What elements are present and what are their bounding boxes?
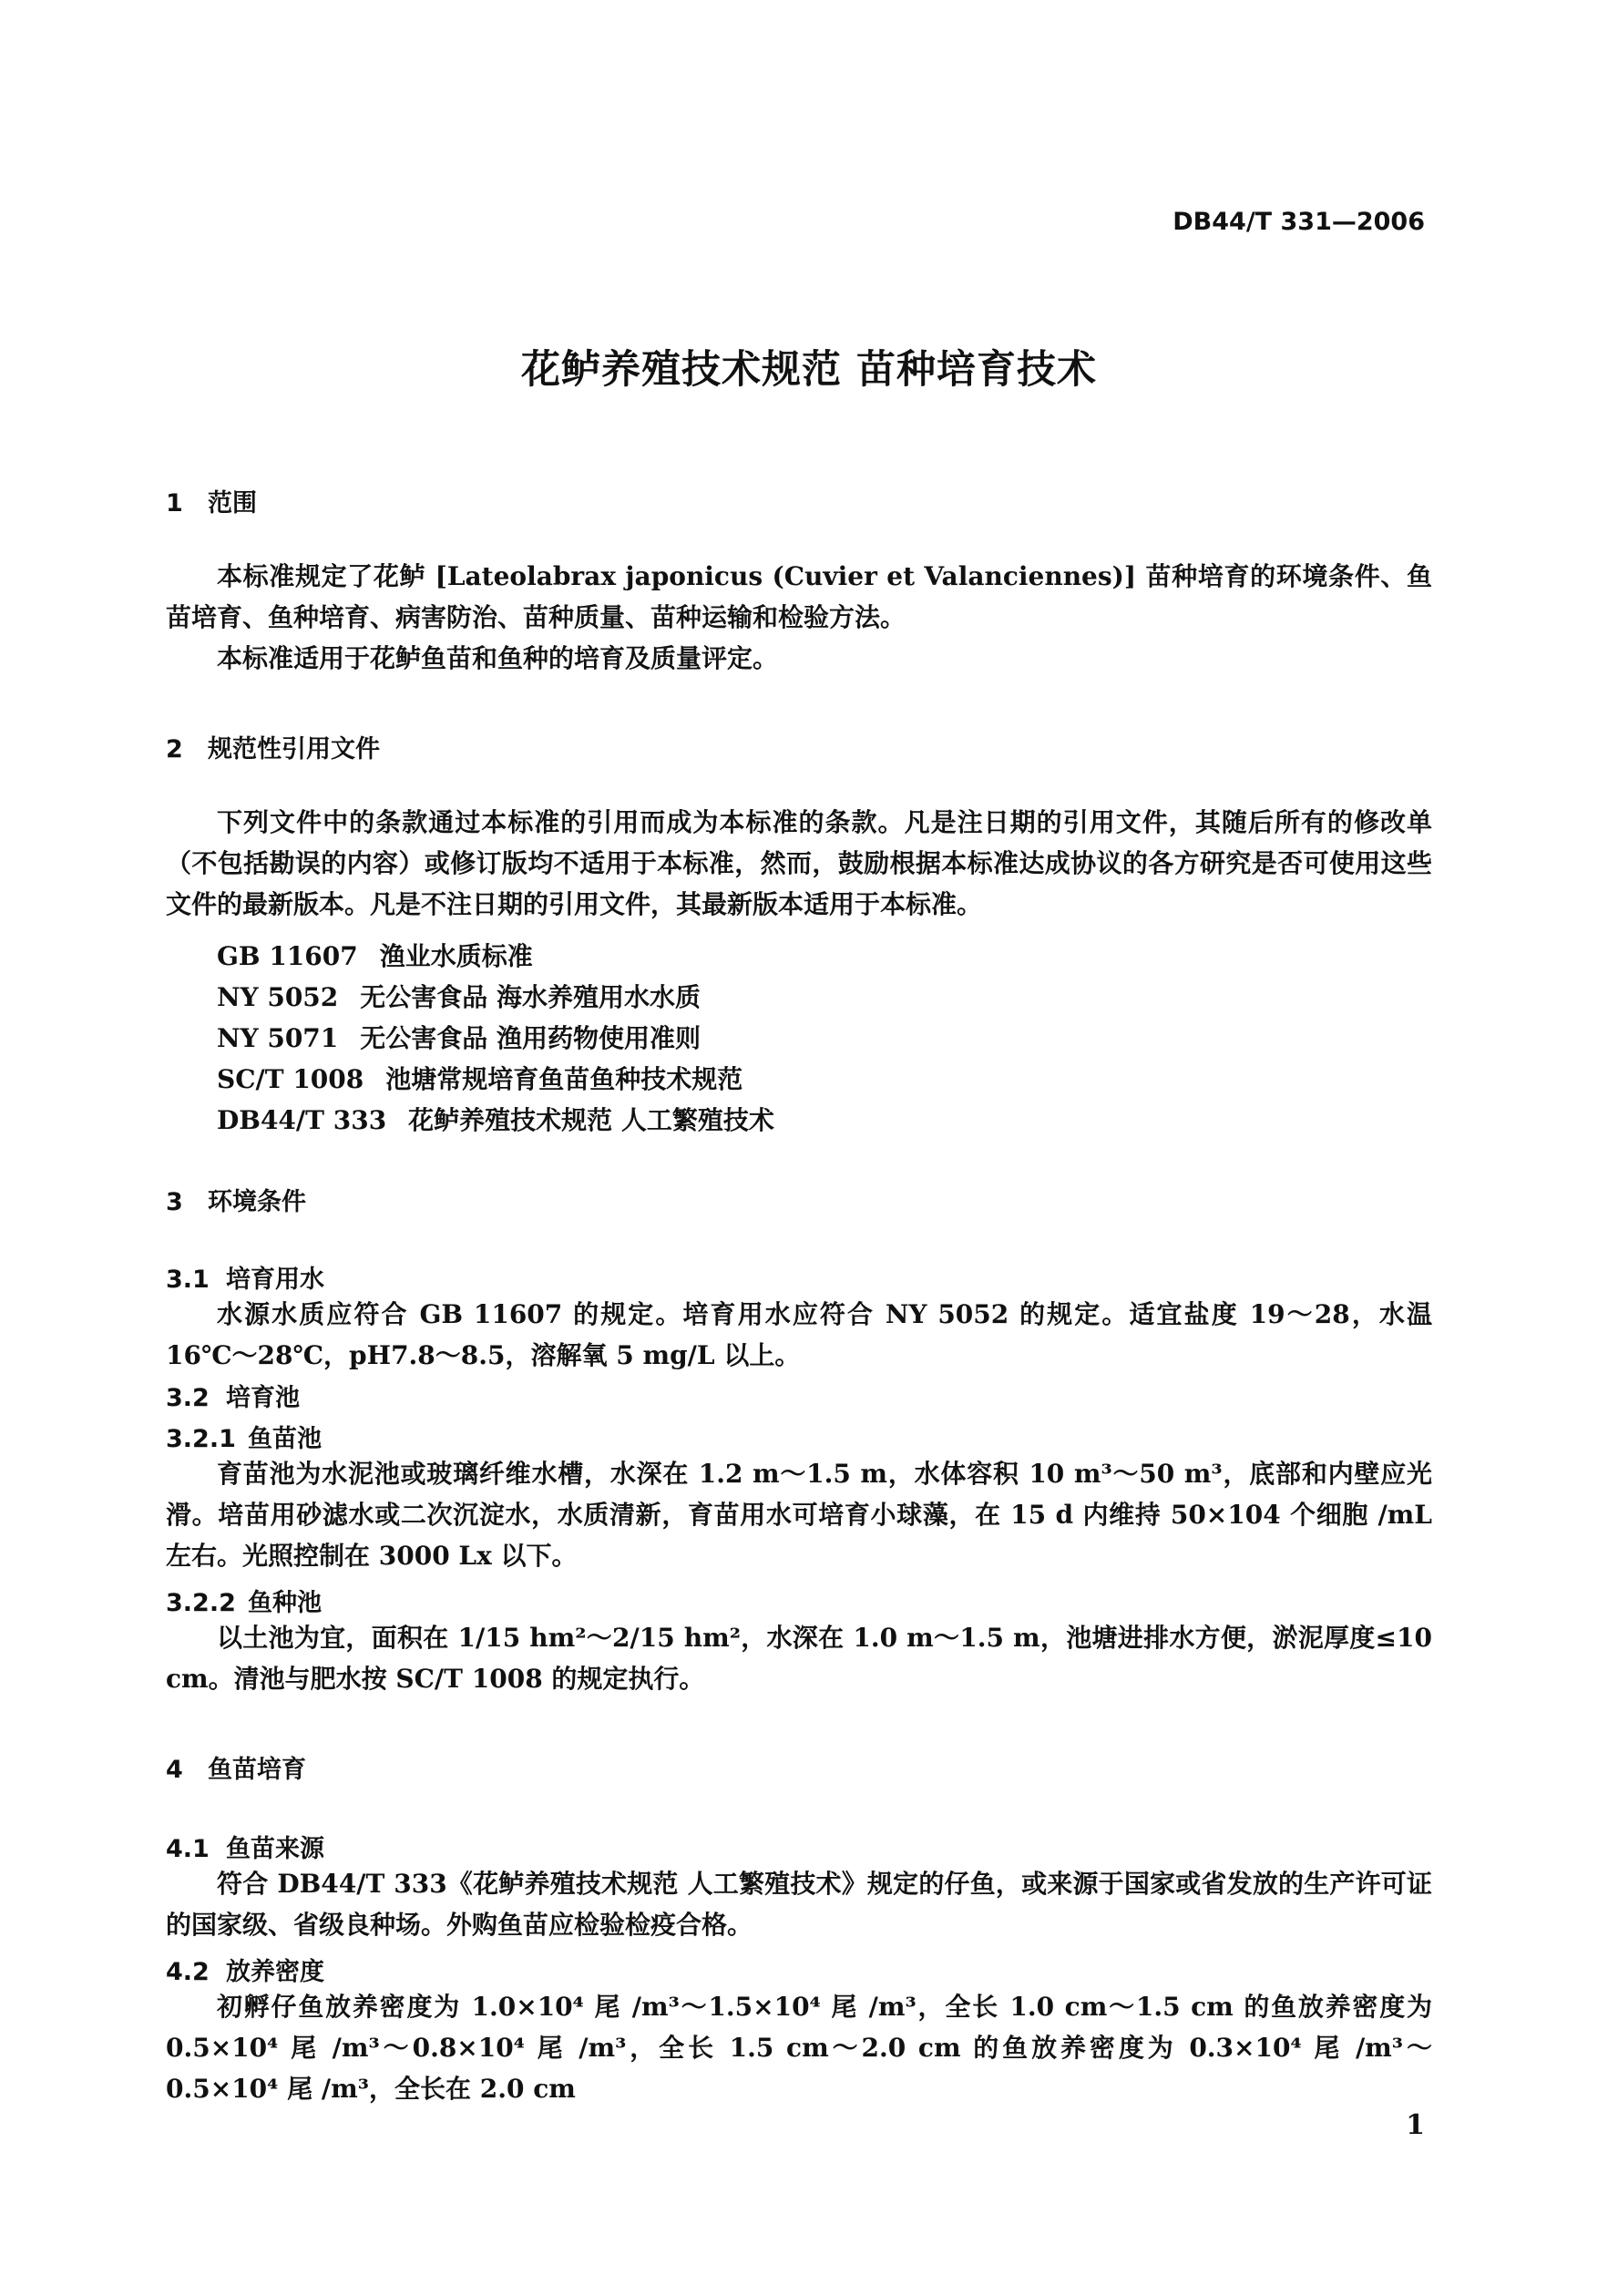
reference-title: 渔业水质标准	[379, 941, 533, 971]
reference-item	[217, 937, 533, 973]
reference-item	[217, 1019, 701, 1055]
reference-item	[217, 1101, 774, 1137]
subsection-3-1-heading	[166, 1259, 324, 1295]
subsection-number: 3.2	[166, 1384, 210, 1412]
reference-title: 无公害食品 海水养殖用水水质	[360, 982, 701, 1012]
document-title: 花鲈养殖技术规范 苗种培育技术	[521, 347, 1097, 393]
reference-code: SC/T 1008	[217, 1064, 364, 1094]
section-title: 规范性引用文件	[208, 735, 380, 764]
subsection-3-2-2-heading	[166, 1583, 322, 1618]
subsection-title: 培育池	[226, 1384, 300, 1412]
section-title: 环境条件	[208, 1188, 306, 1216]
subsection-number: 3.2.2	[166, 1589, 236, 1617]
subsection-number: 3.2.1	[166, 1425, 236, 1453]
section-2-heading	[166, 729, 380, 764]
subsection-3-1-paragraph: 水源水质应符合 GB 11607 的规定。培育用水应符合 NY 5052 的规定。适宜盐度 19～28，水温 16℃～28℃，pH7.8～8.5，溶解氧 5 mg/L 以上。	[166, 1299, 1432, 1370]
section-3-heading	[166, 1182, 306, 1217]
subsection-title: 鱼种池	[248, 1589, 322, 1617]
subsection-title: 鱼苗池	[248, 1425, 322, 1453]
subsection-title: 鱼苗来源	[226, 1835, 324, 1863]
section-number: 3	[166, 1188, 183, 1216]
reference-code: NY 5052	[217, 982, 339, 1012]
subsection-3-2-2-paragraph: 以土池为宜，面积在 1/15 hm²～2/15 hm²，水深在 1.0 m～1.5 m，池塘进排水方便，淤泥厚度≤10 cm。清池与肥水按 SC/T 1008 的规定执行。	[166, 1623, 1432, 1694]
subsection-title: 培育用水	[226, 1266, 324, 1294]
subsection-4-1-heading	[166, 1829, 324, 1864]
section-1-heading	[166, 483, 257, 518]
subsection-number: 4.2	[166, 1958, 210, 1986]
subsection-4-2-heading	[166, 1952, 324, 1987]
reference-title: 池塘常规培育鱼苗鱼种技术规范	[385, 1064, 743, 1094]
subsection-number: 3.1	[166, 1266, 210, 1294]
reference-code: NY 5071	[217, 1023, 339, 1053]
page-number: 1	[1406, 2109, 1425, 2141]
subsection-3-2-heading	[166, 1378, 300, 1413]
reference-item	[217, 978, 701, 1014]
reference-title: 无公害食品 渔用药物使用准则	[360, 1023, 701, 1053]
reference-code: GB 11607	[217, 941, 358, 971]
section-number: 1	[166, 489, 183, 518]
section-title: 范围	[208, 489, 257, 518]
section-1-paragraph-1: 本标准规定了花鲈 [Lateolabrax japonicus (Cuvier et Valanciennes)] 苗种培育的环境条件、鱼苗培育、鱼种培育、病害防治、苗种质量、苗种运输和检验方法。	[166, 561, 1432, 632]
reference-title: 花鲈养殖技术规范 人工繁殖技术	[408, 1105, 774, 1135]
reference-item	[217, 1060, 742, 1096]
subsection-4-1-paragraph: 符合 DB44/T 333《花鲈养殖技术规范 人工繁殖技术》规定的仔鱼，或来源于国家或省发放的生产许可证的国家级、省级良种场。外购鱼苗应检验检疫合格。	[166, 1869, 1432, 1940]
section-number: 4	[166, 1756, 183, 1784]
subsection-number: 4.1	[166, 1835, 210, 1863]
standard-code: DB44/T 331—2006	[1173, 208, 1425, 236]
section-1-paragraph-2: 本标准适用于花鲈鱼苗和鱼种的培育及质量评定。	[217, 643, 779, 673]
section-4-heading	[166, 1749, 306, 1785]
subsection-title: 放养密度	[226, 1958, 324, 1986]
subsection-3-2-1-heading	[166, 1419, 322, 1454]
subsection-4-2-paragraph: 初孵仔鱼放养密度为 1.0×10⁴ 尾 /m³～1.5×10⁴ 尾 /m³，全长 1.0 cm～1.5 cm 的鱼放养密度为 0.5×10⁴ 尾 /m³～0.8×10⁴ 尾 /m³，全长 1.5 cm～2.0 cm 的鱼放养密度为 0.3×10⁴ 尾 /m³～0.5×10⁴ 尾 /m³，全长在 2.0 cm	[166, 1992, 1432, 2104]
section-title: 鱼苗培育	[208, 1756, 306, 1784]
section-number: 2	[166, 735, 183, 764]
subsection-3-2-1-paragraph: 育苗池为水泥池或玻璃纤维水槽，水深在 1.2 m～1.5 m，水体容积 10 m³～50 m³，底部和内壁应光滑。培苗用砂滤水或二次沉淀水，水质清新，育苗用水可培育小球藻，在 15 d 内维持 50×104 个细胞 /mL 左右。光照控制在 3000 Lx 以下。	[166, 1459, 1432, 1571]
reference-code: DB44/T 333	[217, 1105, 387, 1135]
section-2-paragraph-1: 下列文件中的条款通过本标准的引用而成为本标准的条款。凡是注日期的引用文件，其随后所有的修改单（不包括勘误的内容）或修订版均不适用于本标准，然而，鼓励根据本标准达成协议的各方研究是否可使用这些文件的最新版本。凡是不注日期的引用文件，其最新版本适用于本标准。	[166, 807, 1432, 919]
